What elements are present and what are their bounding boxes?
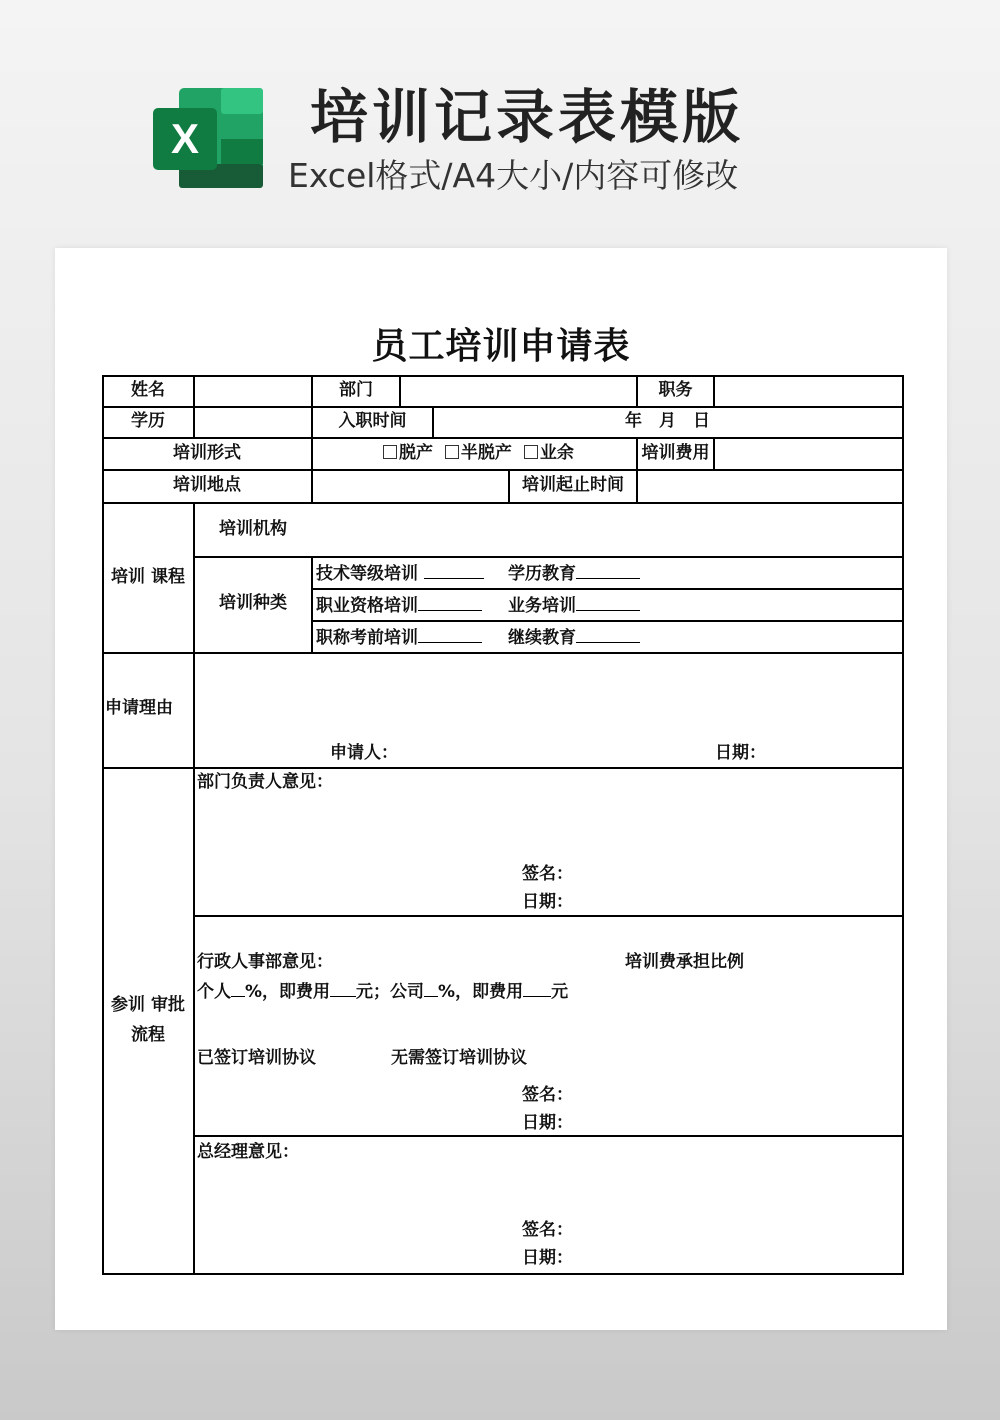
label-hire-date: 入职时间: [338, 411, 407, 431]
hire-date-value: 年 月 日: [625, 411, 710, 431]
grid-line: [102, 502, 904, 504]
grid-line: [311, 556, 313, 653]
fee-ratio-label: 培训费承担比例: [625, 952, 744, 972]
banner-title: 培训记录表模版: [310, 83, 745, 151]
option-part-time[interactable]: [445, 443, 512, 463]
training-type-item: 学历教育: [508, 562, 640, 584]
gm-opinion: 总经理意见：: [197, 1142, 299, 1162]
grid-line: [102, 469, 904, 471]
grid-line: [902, 375, 904, 1275]
option-label: 半脱产: [460, 443, 512, 463]
label-training-form: 培训形式: [173, 443, 241, 463]
signed-agreement: 已签订培训协议: [197, 1048, 316, 1068]
grid-line: [312, 620, 904, 622]
label-training-location: 培训地点: [173, 475, 241, 495]
grid-line: [432, 406, 434, 438]
option-full-time[interactable]: [383, 443, 433, 463]
label-reason-date: 日期：: [715, 743, 766, 763]
dept-head-date: 日期：: [522, 892, 573, 912]
label-applicant: 申请人：: [330, 743, 398, 763]
fee-ratio-line: 个人 %，即费用 元；公司 %，即费用 元: [197, 982, 569, 1002]
hr-sign: 签名：: [522, 1085, 573, 1105]
training-type-item: 职业资格培训: [316, 594, 482, 616]
training-type-item: 职称考前培训: [316, 626, 482, 648]
grid-line: [102, 652, 904, 654]
training-type-item: 业务培训: [508, 594, 640, 616]
option-label: 业余: [539, 443, 574, 463]
hr-opinion: 行政人事部意见：: [197, 952, 333, 972]
gm-sign: 签名：: [522, 1220, 573, 1240]
checkbox-icon: [524, 445, 538, 459]
logo-letter: X: [170, 115, 200, 162]
training-form-options: [383, 443, 574, 463]
label-training-course: 培训 课程: [111, 567, 185, 587]
document-title: 员工培训申请表: [371, 326, 631, 367]
grid-line: [399, 375, 401, 407]
no-agreement: 无需签订培训协议: [391, 1048, 527, 1068]
grid-line: [636, 469, 638, 503]
label-approval-process: 流程: [131, 1025, 165, 1045]
training-type-item: 继续教育: [508, 626, 640, 648]
label-department: 部门: [339, 380, 373, 400]
label-reason: 申请理由: [105, 698, 173, 718]
training-type-item: 技术等级培训: [316, 562, 484, 584]
option-spare-time[interactable]: [524, 443, 574, 463]
label-name: 姓名: [131, 380, 165, 400]
grid-line: [102, 375, 104, 1275]
grid-line: [193, 502, 195, 1275]
label-approval: 参训 审批: [111, 995, 185, 1015]
label-training-period: 培训起止时间: [522, 475, 624, 495]
grid-line: [193, 375, 195, 438]
grid-line: [193, 1135, 904, 1137]
label-training-fee: 培训费用: [641, 443, 710, 463]
grid-line: [102, 375, 904, 377]
gm-date: 日期：: [522, 1248, 573, 1268]
grid-line: [102, 767, 904, 769]
checkbox-icon: [383, 445, 397, 459]
label-training-type: 培训种类: [219, 593, 287, 613]
label-training-org: 培训机构: [219, 519, 287, 539]
grid-line: [102, 1273, 904, 1275]
grid-line: [312, 588, 904, 590]
checkbox-icon: [445, 445, 459, 459]
label-position: 职务: [658, 380, 693, 400]
banner-subtitle: Excel格式/A4大小/内容可修改: [288, 156, 739, 195]
dept-head-opinion: 部门负责人意见：: [197, 772, 333, 792]
grid-line: [193, 556, 904, 558]
grid-line: [713, 375, 715, 407]
grid-line: [102, 406, 904, 408]
dept-head-sign: 签名：: [522, 864, 573, 884]
grid-line: [102, 437, 904, 439]
grid-line: [193, 915, 904, 917]
hr-date: 日期：: [522, 1113, 573, 1133]
label-education: 学历: [131, 411, 165, 431]
grid-line: [713, 437, 715, 470]
option-label: 脱产: [399, 443, 433, 463]
